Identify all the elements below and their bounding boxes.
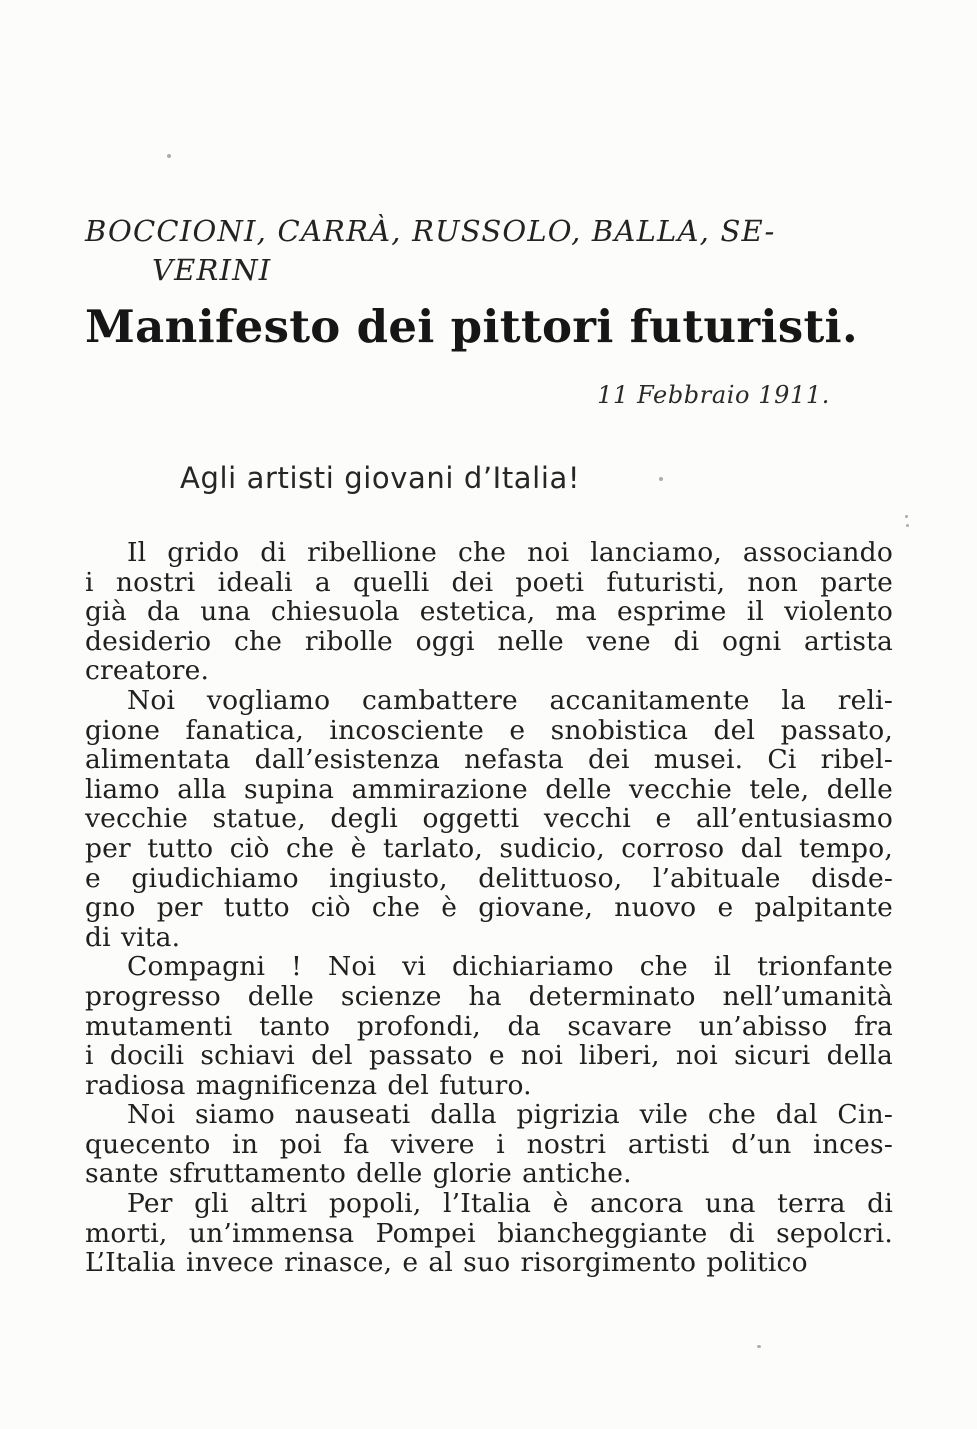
authors-byline: [85, 212, 895, 290]
paragraph: [85, 538, 893, 686]
authors-line-1: BOCCIONI, CARRÀ, RUSSOLO, BALLA, SE-: [85, 214, 776, 248]
body-line: quecento in poi fa vivere i nostri artisti d’un inces-: [85, 1128, 893, 1160]
scan-speck: [659, 477, 663, 481]
body-line: L’Italia invece rinasce, e al suo risorgimento politico: [85, 1247, 808, 1279]
body-line: i docili schiavi del passato e noi liberi, noi sicuri della: [85, 1040, 893, 1072]
scan-speck: [167, 154, 171, 158]
body-line: Per gli altri popoli, l’Italia è ancora una terra di: [127, 1188, 893, 1220]
body-line: Compagni ! Noi vi dichiariamo che il trionfante: [127, 951, 893, 983]
body-line: i nostri ideali a quelli dei poeti futuristi, non parte: [85, 566, 893, 598]
body-line: vecchie statue, degli oggetti vecchi e all’entusiasmo: [85, 803, 893, 835]
salutation-heading: Agli artisti giovani d’Italia!: [180, 461, 581, 495]
body-text: [85, 538, 893, 1278]
body-line: e giudichiamo ingiusto, delittuoso, l’abituale disde-: [85, 862, 893, 894]
body-line: gione fanatica, incosciente e snobistica del passato,: [85, 714, 893, 746]
body-line: morti, un’immensa Pompei biancheggiante di sepolcri.: [85, 1217, 893, 1249]
authors-line-2: VERINI: [152, 253, 272, 287]
body-line: Noi siamo nauseati dalla pigrizia vile che dal Cin-: [127, 1099, 893, 1131]
paragraph: [85, 1100, 893, 1189]
paragraph: [85, 1189, 893, 1278]
body-line: alimentata dall’esistenza nefasta dei musei. Ci ribel-: [85, 744, 893, 776]
body-line: mutamenti tanto profondi, da scavare un’abisso fra: [85, 1010, 893, 1042]
body-line: di vita.: [85, 921, 181, 953]
body-line: progresso delle scienze ha determinato nell’umanità: [85, 980, 893, 1012]
body-line: per tutto ciò che è tarlato, sudicio, corroso dal tempo,: [85, 832, 893, 864]
body-line: radiosa magnificenza del futuro.: [85, 1069, 532, 1101]
body-line: Il grido di ribellione che noi lanciamo, associando: [127, 537, 893, 568]
body-line: già da una chiesuola estetica, ma esprime il violento: [85, 596, 893, 628]
body-line: sante sfruttamento delle glorie antiche.: [85, 1158, 632, 1190]
body-line: liamo alla supina ammirazione delle vecchie tele, delle: [85, 773, 893, 805]
page-title: Manifesto dei pittori futuristi.: [85, 300, 858, 353]
body-line: desiderio che ribolle oggi nelle vene di ogni artista: [85, 625, 893, 657]
scan-speck: [906, 524, 909, 527]
scan-speck: [757, 1345, 761, 1348]
scan-speck: [905, 515, 908, 518]
body-line: creatore.: [85, 655, 210, 687]
body-line: Noi vogliamo cambattere accanitamente la reli-: [127, 684, 893, 716]
paragraph: [85, 686, 893, 952]
date-line: 11 Febbraio 1911.: [597, 381, 830, 409]
body-line: gno per tutto ciò che è giovane, nuovo e palpitante: [85, 892, 893, 924]
paragraph: [85, 952, 893, 1100]
